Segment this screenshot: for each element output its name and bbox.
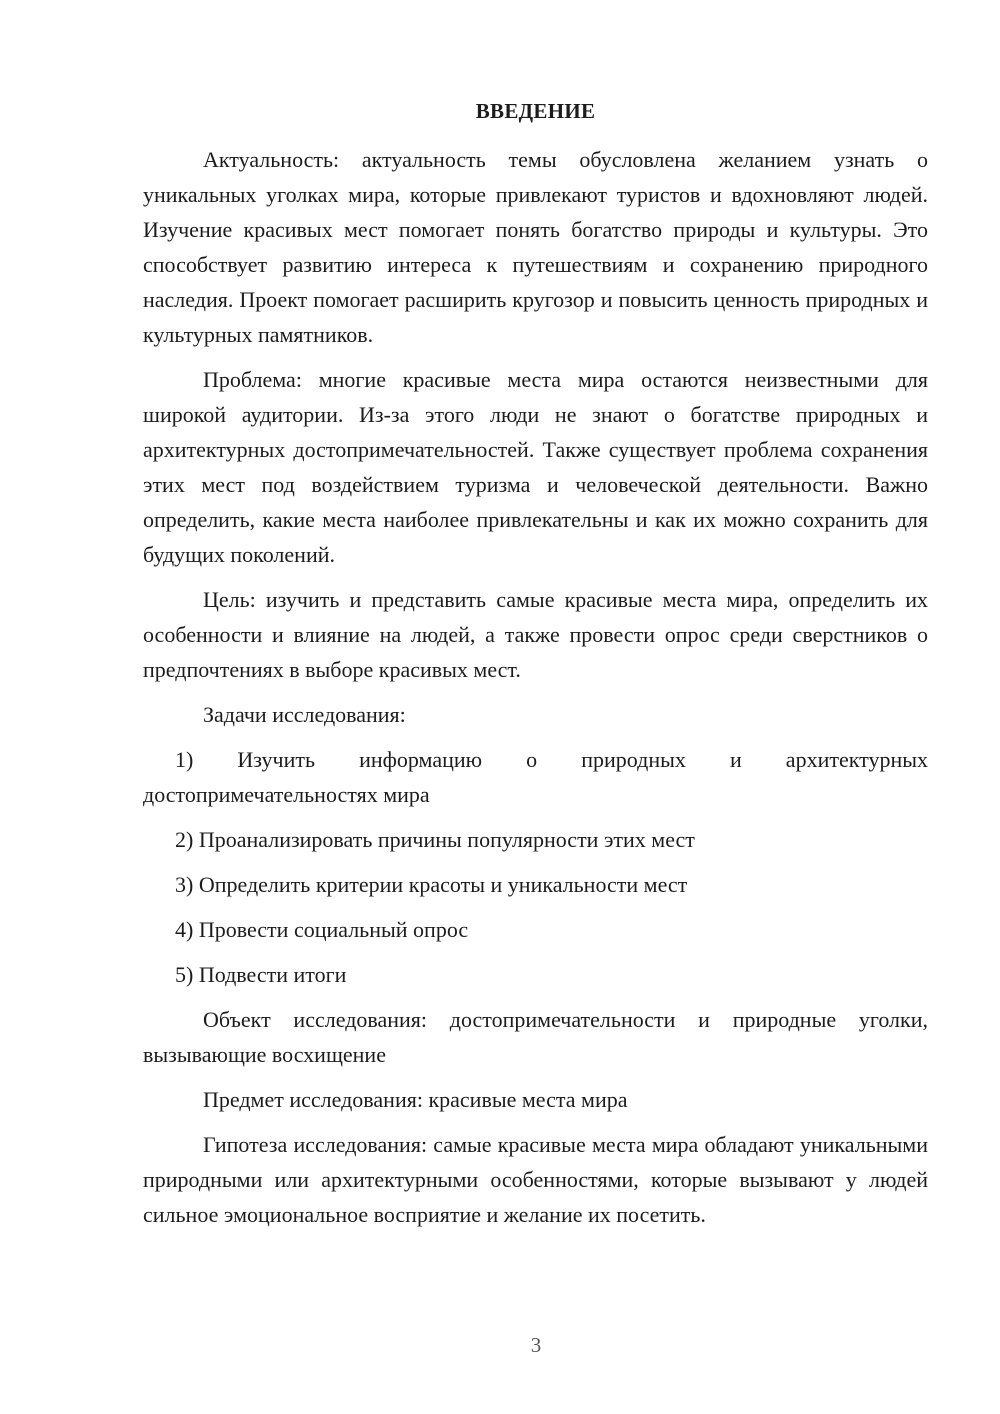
hypothesis-paragraph: Гипотеза исследования: самые красивые места мира обладают уникальными природными или архитектурными особенностями, которые вызывают у людей сильное эмоциональное восприятие и желание их посетить. (143, 1132, 928, 1227)
tasks-heading: Задачи исследования: (203, 702, 406, 727)
task-item: 4) Провести социальный опрос (175, 917, 469, 942)
task-item: 2) Проанализировать причины популярности этих мест (175, 827, 695, 852)
problem-paragraph: Проблема: многие красивые места мира остаются неизвестными для широкой аудитории. Из-за этого люди не знают о богатстве природных и архитектурных достопримечательностей. Также существует проблема сохранения этих мест под воздействием туризма и человеческой деятельности. Важно определить, какие места наиболее привлекательны и как их можно сохранить для будущих поколений. (143, 367, 928, 567)
page-number: 3 (530, 1333, 542, 1357)
section-title: ВВЕДЕНИЕ (475, 99, 596, 123)
page-content (143, 96, 928, 1242)
task-item: 5) Подвести итоги (175, 962, 347, 987)
goal-paragraph: Цель: изучить и представить самые красивые места мира, определить их особенности и влияние на людей, а также провести опрос среди сверстников о предпочтениях в выборе красивых мест. (143, 587, 928, 682)
object-paragraph: Объект исследования: достопримечательности и природные уголки, вызывающие восхищение (143, 1007, 928, 1067)
relevance-paragraph: Актуальность: актуальность темы обусловлена желанием узнать о уникальных уголках мира, которые привлекают туристов и вдохновляют людей. Изучение красивых мест помогает понять богатство природы и культуры. Это способствует развитию интереса к путешествиям и сохранению природного наследия. Проект помогает расширить кругозор и повысить ценность природных и культурных памятников. (143, 147, 928, 347)
subject-paragraph: Предмет исследования: красивые места мира (203, 1087, 628, 1112)
task-item: 3) Определить критерии красоты и уникальности мест (175, 872, 688, 897)
task-item: 1) Изучить информацию о природных и архитектурных достопримечательностях мира (143, 747, 928, 807)
